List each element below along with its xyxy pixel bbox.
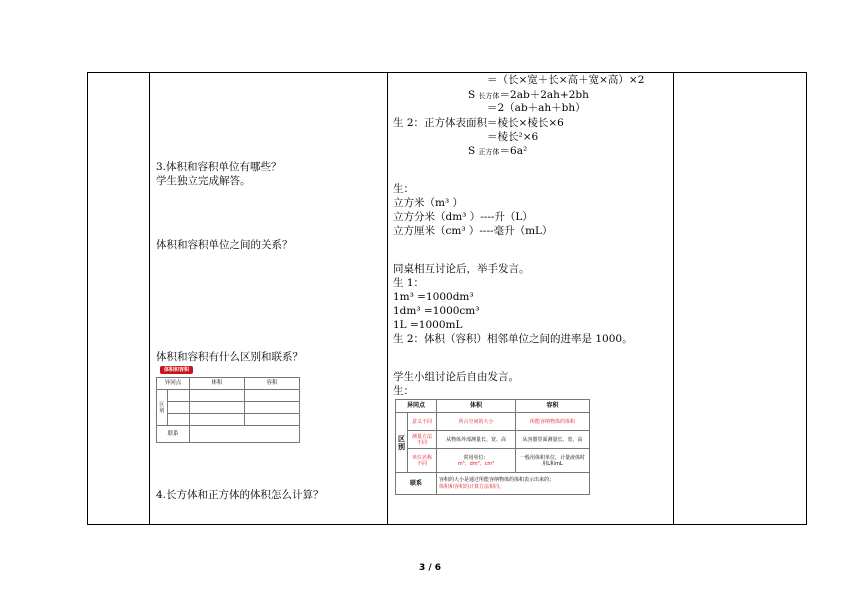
cell: 所占空间的大小 xyxy=(437,413,516,431)
cell-line: m³、dm³、cm³ xyxy=(457,460,495,467)
mini-cell xyxy=(190,426,300,443)
col-line-4 xyxy=(806,72,807,525)
formula-subscript: 长方体 xyxy=(478,92,500,100)
question-relation: 体积和容积单位之间的关系？ xyxy=(156,239,293,251)
col-line-0 xyxy=(87,72,88,525)
group-line-2: 生： xyxy=(393,385,414,397)
side-label: 区别 xyxy=(396,413,408,473)
mini-comparison-table xyxy=(156,377,300,443)
comparison-table xyxy=(395,399,590,495)
col-line-2 xyxy=(387,72,388,525)
formula-line-2 xyxy=(468,89,589,103)
mini-cell xyxy=(190,402,245,414)
header-cell: 容积 xyxy=(516,400,590,413)
student-label: 生： xyxy=(393,183,414,195)
group-line-1: 学生小组讨论后自由发言。 xyxy=(393,371,519,383)
formula-rest: ＝2ab＋2ah+2bh xyxy=(499,89,589,101)
question-3: 3.体积和容积单位有哪些？ xyxy=(156,161,282,173)
mini-cell xyxy=(167,414,189,426)
formula-line-1: ＝（长×宽＋长×高＋宽×高）×2 xyxy=(487,74,645,86)
discussion-line-1: 同桌相互讨论后，举手发言。 xyxy=(393,263,530,275)
page-number: 3 / 6 xyxy=(418,563,442,573)
cell: 从容器里面测量长、宽、高 xyxy=(516,431,590,449)
mini-cell xyxy=(245,390,300,402)
unit-line-3: 立方厘米（cm³ ）----毫升（mL） xyxy=(393,225,553,237)
mini-header-cell: 异同点 xyxy=(157,378,190,390)
cell: 从物体外部测量长、宽、高 xyxy=(437,431,516,449)
row-label: 测量方法不同 xyxy=(408,431,437,449)
row-label: 单位名称不同 xyxy=(408,449,437,473)
formula-subscript: 正方体 xyxy=(478,148,500,156)
table-top-border xyxy=(87,72,806,73)
mini-cell xyxy=(167,402,189,414)
header-cell: 体积 xyxy=(437,400,516,413)
formula-line-5: ＝棱长²×6 xyxy=(487,131,539,143)
mini-cell xyxy=(245,402,300,414)
mini-cell xyxy=(190,414,245,426)
cell-line: 常用单位： xyxy=(463,454,489,461)
discussion-line-4: 1dm³ =1000cm³ xyxy=(393,305,480,317)
formula-line-4: 生 2：正方体表面积＝棱长×棱长×6 xyxy=(393,117,564,129)
cell: 所能容纳物体的体积 xyxy=(516,413,590,431)
mini-cell xyxy=(167,390,189,402)
question-3-note: 学生独立完成解答。 xyxy=(156,175,251,187)
cell-line: 容积的大小是通过所能容纳物体的体积表示出来的； xyxy=(439,476,555,483)
discussion-line-5: 1L =1000mL xyxy=(393,319,463,331)
cell xyxy=(437,473,590,495)
header-cell: 异同点 xyxy=(396,400,437,413)
question-difference: 体积和容积有什么区别和联系？ xyxy=(156,351,303,363)
mini-cell xyxy=(190,390,245,402)
formula-line-3: ＝2（ab＋ah＋bh） xyxy=(487,102,586,114)
mini-header-cell: 容积 xyxy=(245,378,300,390)
formula-s: S xyxy=(468,145,476,157)
col-line-3 xyxy=(673,72,674,525)
discussion-line-6: 生 2：体积（容积）相邻单位之间的进率是 1000。 xyxy=(393,333,633,345)
question-4: 4.长方体和正方体的体积怎么计算？ xyxy=(156,489,324,501)
discussion-line-3: 1m³ =1000dm³ xyxy=(393,291,474,303)
col-line-1 xyxy=(149,72,150,525)
cell-line: 体积和容积的计算方法相同。 xyxy=(439,483,505,490)
row-label: 意义不同 xyxy=(408,413,437,431)
mini-side-label: 区别 xyxy=(157,390,168,426)
mini-cell xyxy=(245,414,300,426)
formula-line-6 xyxy=(468,145,527,159)
unit-line-2: 立方分米（dm³ ）----升（L） xyxy=(393,211,533,223)
unit-line-1: 立方米（m³ ） xyxy=(393,197,464,209)
mini-footer-label: 联系 xyxy=(157,426,190,443)
cell: 一般用体积单位，计量液体时用L和mL xyxy=(516,449,590,473)
discussion-line-2: 生 1： xyxy=(393,277,425,289)
mini-table-badge: 体积和容积 xyxy=(160,366,193,374)
table-bottom-border xyxy=(87,524,806,525)
row-label: 联系 xyxy=(396,473,437,495)
mini-header-cell: 体积 xyxy=(190,378,245,390)
formula-rest: ＝6a² xyxy=(499,145,528,157)
cell xyxy=(437,449,516,473)
formula-s: S xyxy=(468,89,476,101)
